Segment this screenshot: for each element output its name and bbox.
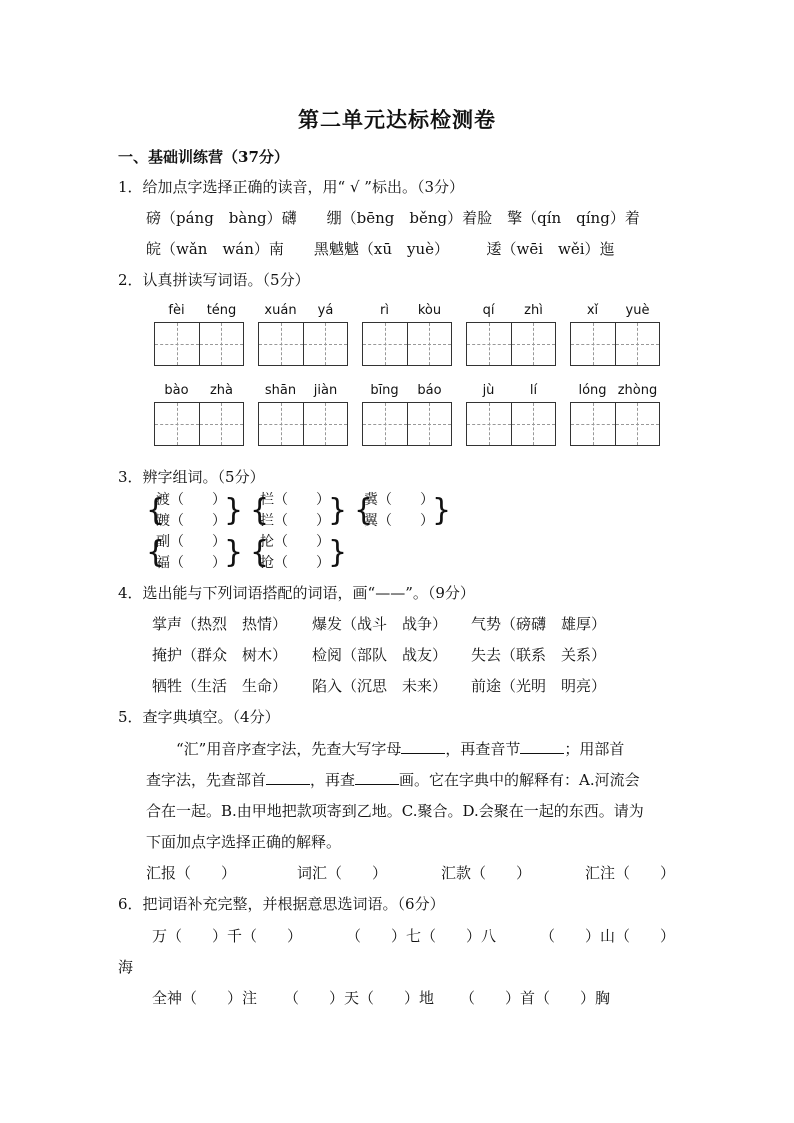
fill-blank[interactable] — [266, 770, 310, 785]
word-choice[interactable]: 陷入（沉思 未来） — [312, 677, 448, 695]
question-5-text — [176, 738, 624, 759]
question-4-heading: 4．选出能与下列词语搭配的词语，画“——”。（9分） — [118, 584, 475, 602]
writing-grid[interactable] — [362, 322, 452, 366]
question-6-heading: 6．把词语补充完整，并根据意思选词语。（6分） — [118, 895, 445, 913]
pinyin-label: bīng — [370, 383, 399, 398]
pinyin-label: shān — [264, 383, 297, 398]
char-pair-group — [354, 490, 454, 532]
left-brace: { — [146, 535, 166, 570]
pinyin-label: bào — [164, 383, 189, 398]
left-brace: { — [250, 493, 270, 528]
pinyin-label: báo — [417, 383, 442, 398]
question-5-text: 下面加点字选择正确的解释。 — [146, 833, 342, 851]
char-pair-item[interactable]: 福（ ） — [156, 555, 226, 571]
pinyin-label: zhòng — [617, 383, 658, 398]
text-segment: 画。它在字典中的解释有：A.河流会 — [399, 771, 640, 789]
word-choice[interactable]: 气势（磅礴 雄厚） — [471, 615, 607, 633]
page-title: 第二单元达标检测卷 — [298, 107, 496, 132]
writing-grid[interactable] — [258, 402, 348, 446]
char-pair-group — [250, 490, 350, 532]
char-pair-item[interactable]: 抢（ ） — [260, 555, 330, 571]
pinyin-label: jù — [482, 383, 495, 398]
left-brace: { — [250, 535, 270, 570]
char-pair-item[interactable]: 踱（ ） — [156, 513, 226, 529]
writing-grid[interactable] — [258, 322, 348, 366]
writing-grid[interactable] — [466, 402, 556, 446]
word-choice[interactable]: 牺牲（生活 生命） — [152, 677, 288, 695]
pinyin-label: jiàn — [313, 383, 338, 398]
section-heading: 一、基础训练营（37分） — [118, 148, 289, 166]
answer-slot[interactable]: 汇款（ ） — [441, 864, 532, 882]
fill-blank[interactable] — [401, 739, 445, 754]
char-pair-item[interactable]: 翼（ ） — [364, 513, 434, 529]
pinyin-label: téng — [206, 303, 237, 318]
question-5-text: 合在一起。B.由甲地把款项寄到乙地。C.聚合。D.会聚在一起的东西。请为 — [146, 802, 644, 820]
text-segment: “汇”用音序查字法，先查大写字母 — [176, 740, 402, 758]
pinyin-label: fèi — [168, 303, 185, 318]
char-pair-group — [146, 532, 246, 574]
writing-grid[interactable] — [154, 322, 244, 366]
char-pair-item[interactable]: 拦（ ） — [260, 513, 330, 529]
char-pair-item[interactable]: 栏（ ） — [260, 492, 330, 508]
left-brace: { — [146, 493, 166, 528]
word-choice[interactable]: 爆发（战斗 战争） — [312, 615, 448, 633]
pinyin-label: lí — [529, 383, 538, 398]
char-pair-item[interactable]: 副（ ） — [156, 534, 226, 550]
question-1-line-1: 磅（páng bàng）礴 绷（bēng běng）着脸 擎（qín qíng）着 — [146, 209, 640, 227]
writing-grid[interactable] — [362, 402, 452, 446]
fill-blank[interactable] — [355, 770, 399, 785]
writing-grid[interactable] — [570, 402, 660, 446]
word-choice[interactable]: 掌声（热烈 热情） — [152, 615, 288, 633]
writing-grid[interactable] — [570, 322, 660, 366]
char-pair-group — [250, 532, 350, 574]
answer-slot[interactable]: 词汇（ ） — [297, 864, 388, 882]
idiom-blank[interactable]: （ ）山（ ） — [540, 927, 676, 945]
question-3-heading: 3．辨字组词。（5分） — [118, 468, 265, 486]
char-pair-item[interactable]: 渡（ ） — [156, 492, 226, 508]
fill-blank[interactable] — [520, 739, 564, 754]
char-pair-item[interactable]: 冀（ ） — [364, 492, 434, 508]
word-choice[interactable]: 失去（联系 关系） — [471, 646, 607, 664]
pinyin-label: kòu — [417, 303, 442, 318]
idiom-blank[interactable]: 万（ ）千（ ） — [152, 927, 303, 945]
idiom-blank[interactable]: （ ）首（ ）胸 — [460, 989, 611, 1007]
question-2-heading: 2．认真拼读写词语。（5分） — [118, 271, 310, 289]
pinyin-label: yuè — [625, 303, 650, 318]
right-brace: } — [224, 493, 244, 528]
pinyin-label: zhà — [209, 383, 234, 398]
pinyin-label: lóng — [578, 383, 607, 398]
question-1-heading: 1．给加点字选择正确的读音，用“ √ ”标出。（3分） — [118, 178, 465, 196]
writing-grid[interactable] — [466, 322, 556, 366]
pinyin-label: xǐ — [586, 303, 599, 318]
text-segment: 查字法，先查部首 — [146, 771, 267, 789]
right-brace: } — [224, 535, 244, 570]
left-brace: { — [354, 493, 374, 528]
text-segment: ，再查音节 — [445, 740, 521, 758]
pinyin-label: xuán — [264, 303, 297, 318]
idiom-wrap: 海 — [118, 958, 134, 976]
question-1-line-2: 皖（wǎn wán）南 黑魆魆（xū yuè） 逶（wēi wěi）迤 — [146, 240, 615, 258]
answer-slot[interactable]: 汇报（ ） — [146, 864, 237, 882]
char-pair-group — [146, 490, 246, 532]
word-choice[interactable]: 掩护（群众 树木） — [152, 646, 288, 664]
right-brace: } — [328, 493, 348, 528]
pinyin-label: rì — [380, 303, 389, 318]
writing-grid[interactable] — [154, 402, 244, 446]
idiom-blank[interactable]: 全神（ ）注 — [152, 989, 258, 1007]
pinyin-label: zhì — [524, 303, 543, 318]
answer-slot[interactable]: 汇注（ ） — [585, 864, 676, 882]
pinyin-label: yá — [317, 303, 334, 318]
idiom-blank[interactable]: （ ）七（ ）八 — [346, 927, 497, 945]
right-brace: } — [432, 493, 452, 528]
question-5-heading: 5．查字典填空。（4分） — [118, 708, 280, 726]
word-choice[interactable]: 前途（光明 明亮） — [471, 677, 607, 695]
word-choice[interactable]: 检阅（部队 战友） — [312, 646, 448, 664]
text-segment: ，再查 — [310, 771, 356, 789]
right-brace: } — [328, 535, 348, 570]
question-5-text — [146, 769, 640, 790]
pinyin-label: qí — [482, 303, 495, 318]
idiom-blank[interactable]: （ ）天（ ）地 — [284, 989, 435, 1007]
text-segment: ；用部首 — [564, 740, 625, 758]
char-pair-item[interactable]: 抡（ ） — [260, 534, 330, 550]
